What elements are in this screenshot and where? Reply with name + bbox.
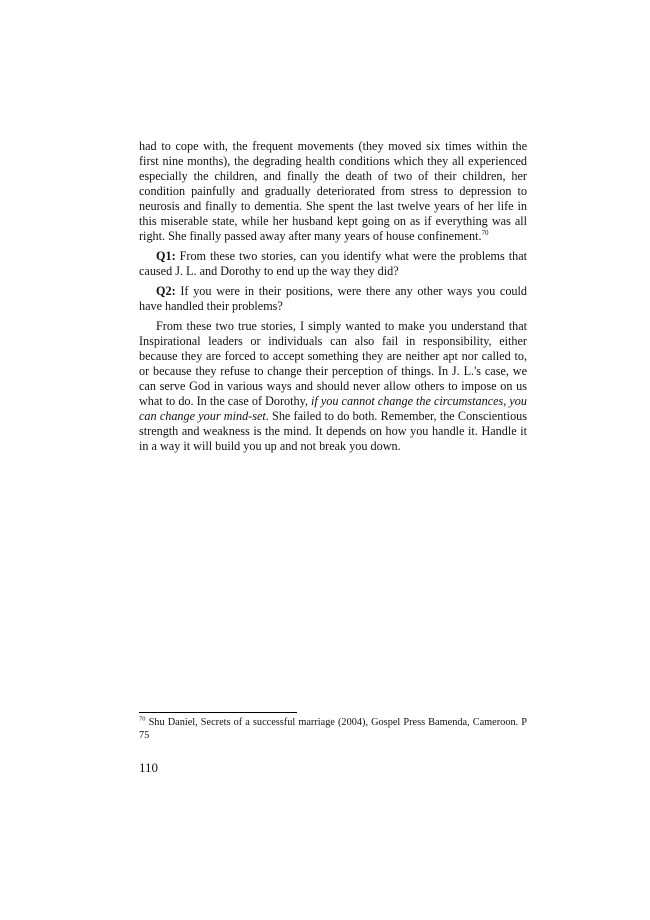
footnote-text: Shu Daniel, Secrets of a successful marriage (2004), Gospel Press Bamenda, Cameroon. P 75 (139, 717, 527, 741)
footnote-number: 70 (139, 715, 146, 723)
question-2 (139, 284, 527, 314)
question-text: If you were in their positions, were there any other ways you could have handled their problems? (139, 284, 527, 313)
paragraph-text: had to cope with, the frequent movements (they moved six times within the first nine months), the degrading health conditions which they all experienced especially the children, and finally the death of two of their children, her condition painfully and gradually deteriorated from stress to depression to neurosis and finally to dementia. She spent the last twelve years of her life in this miserable state, while her husband kept going on as if everything was all right. She finally passed away after many years of house confinement. (139, 139, 527, 243)
question-text: From these two stories, can you identify what were the problems that caused J. L. and Dorothy to end up the way they did? (139, 249, 527, 278)
question-1 (139, 249, 527, 279)
emphasis-text: if you cannot change the circumstances, you can change your mind-set (139, 394, 527, 423)
footnote-separator (139, 712, 297, 713)
question-label: Q2: (156, 284, 176, 298)
page-number: 110 (139, 760, 159, 775)
footnote (139, 716, 527, 742)
paragraph-conclusion (139, 319, 527, 454)
question-label: Q1: (156, 249, 176, 263)
paragraph-continuation (139, 139, 527, 244)
paragraph-text: From these two true stories, I simply wanted to make you understand that Inspirational leaders or individuals can also fail in responsibility, either because they are forced to accept something they are neither apt nor called to, or because they refuse to change their perception of things. In J. L.'s case, we can serve God in various ways and should never allow others to impose on us what to do. In the case of Dorothy, (139, 319, 527, 408)
footnote-reference: 70 (481, 228, 489, 237)
page-body (139, 139, 527, 459)
paragraph-text: . She failed to do both. Remember, the Conscientious strength and weakness is the mind. It depends on how you handle it. Handle it in a way it will build you up and not break you down. (139, 409, 527, 453)
